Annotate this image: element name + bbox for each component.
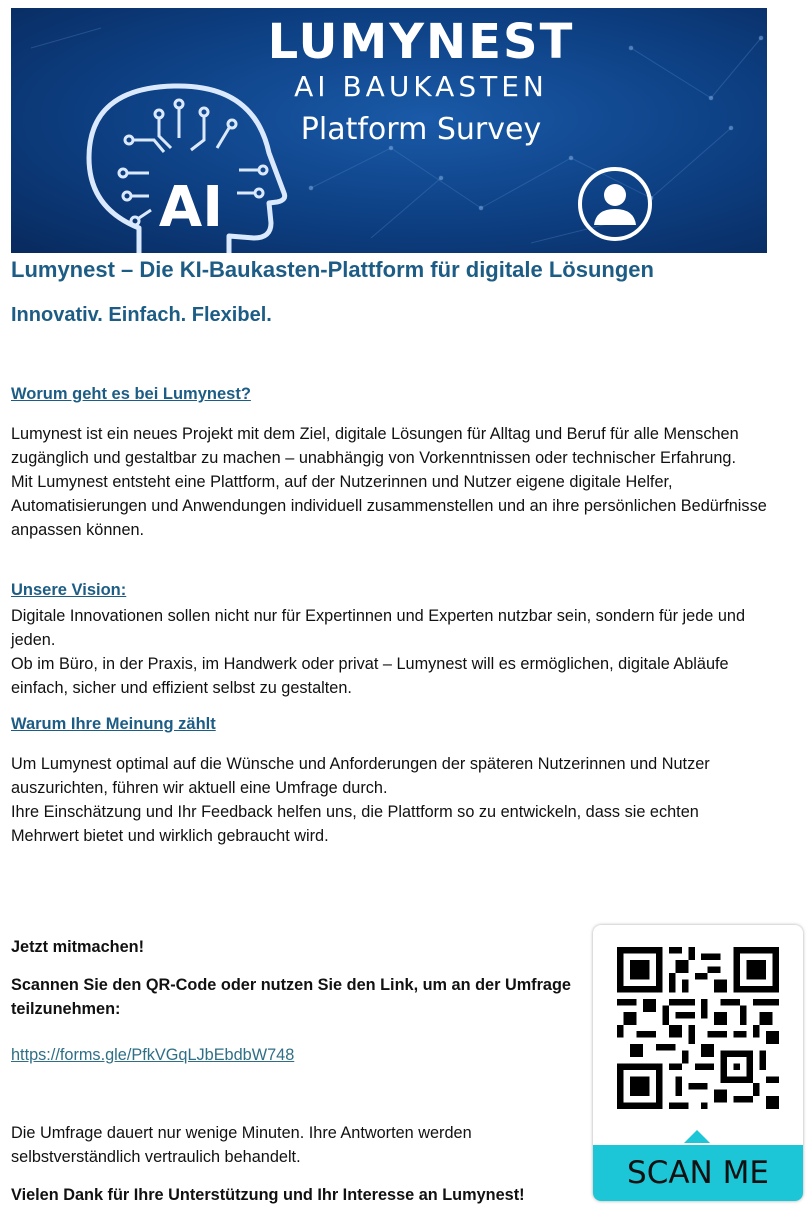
vision-paragraph-2: Ob im Büro, in der Praxis, im Handwerk oder privat – Lumynest will es ermöglichen, digitale Abläufe einfach, sicher und effizient selbst zu gestalten. bbox=[11, 655, 729, 697]
ai-label: AI bbox=[158, 175, 224, 240]
user-avatar-icon bbox=[576, 165, 654, 243]
qr-code[interactable] bbox=[617, 947, 779, 1109]
section-heading-vision: Unsere Vision: bbox=[11, 581, 127, 599]
about-paragraph-1: Lumynest ist ein neues Projekt mit dem Ziel, digitale Lösungen für Alltag und Beruf für alle Menschen zugänglich und gestaltbar zu machen – unabhängig von Vorkenntnissen oder technischer Erfahrung. bbox=[11, 425, 739, 467]
section-about-body bbox=[11, 422, 771, 542]
scan-pointer bbox=[684, 1130, 710, 1143]
section-heading-about: Worum geht es bei Lumynest? bbox=[11, 385, 251, 403]
scan-me-band bbox=[593, 1145, 803, 1201]
banner-subtitle: AI BAUKASTEN bbox=[294, 70, 548, 103]
banner-survey-title: Platform Survey bbox=[300, 112, 542, 147]
opinion-paragraph-1: Um Lumynest optimal auf die Wünsche und Anforderungen der späteren Nutzerinnen und Nutzer auszurichten, führen wir aktuell eine Umfrage durch. bbox=[11, 755, 710, 797]
header-banner bbox=[11, 8, 767, 253]
cta-duration: Die Umfrage dauert nur wenige Minuten. Ihre Antworten werden selbstverständlich vertraulich behandelt. bbox=[11, 1124, 472, 1166]
cta-thanks: Vielen Dank für Ihre Unterstützung und Ihr Interesse an Lumynest! bbox=[11, 1186, 525, 1204]
tagline: Innovativ. Einfach. Flexibel. bbox=[11, 304, 272, 326]
banner-brand: LUMYNEST bbox=[267, 14, 575, 70]
scan-me-label: SCAN ME bbox=[627, 1155, 769, 1191]
page-title: Lumynest – Die KI-Baukasten-Plattform für digitale Lösungen bbox=[11, 257, 654, 282]
opinion-paragraph-2: Ihre Einschätzung und Ihr Feedback helfen uns, die Plattform so zu entwickeln, dass sie echten Mehrwert bietet und wirklich gebraucht wird. bbox=[11, 803, 699, 845]
survey-link[interactable]: https://forms.gle/PfkVGqLJbEbdbW748 bbox=[11, 1046, 295, 1064]
vision-paragraph-1: Digitale Innovationen sollen nicht nur für Expertinnen und Experten nutzbar sein, sondern für jede und jeden. bbox=[11, 607, 746, 649]
qr-card[interactable] bbox=[593, 925, 803, 1201]
cta-join: Jetzt mitmachen! bbox=[11, 938, 144, 956]
section-opinion-body bbox=[11, 752, 771, 848]
section-heading-opinion: Warum Ihre Meinung zählt bbox=[11, 715, 216, 733]
ai-head-icon bbox=[79, 78, 309, 253]
cta-instruction: Scannen Sie den QR-Code oder nutzen Sie den Link, um an der Umfrage teilzunehmen: bbox=[11, 976, 571, 1018]
about-paragraph-2: Mit Lumynest entsteht eine Plattform, auf der Nutzerinnen und Nutzer eigene digitale Helfer, Automatisierungen und Anwendungen individuell zusammenstellen und an ihre persönlichen Bedürfnisse anpassen können. bbox=[11, 473, 767, 539]
section-vision-body bbox=[11, 604, 771, 700]
